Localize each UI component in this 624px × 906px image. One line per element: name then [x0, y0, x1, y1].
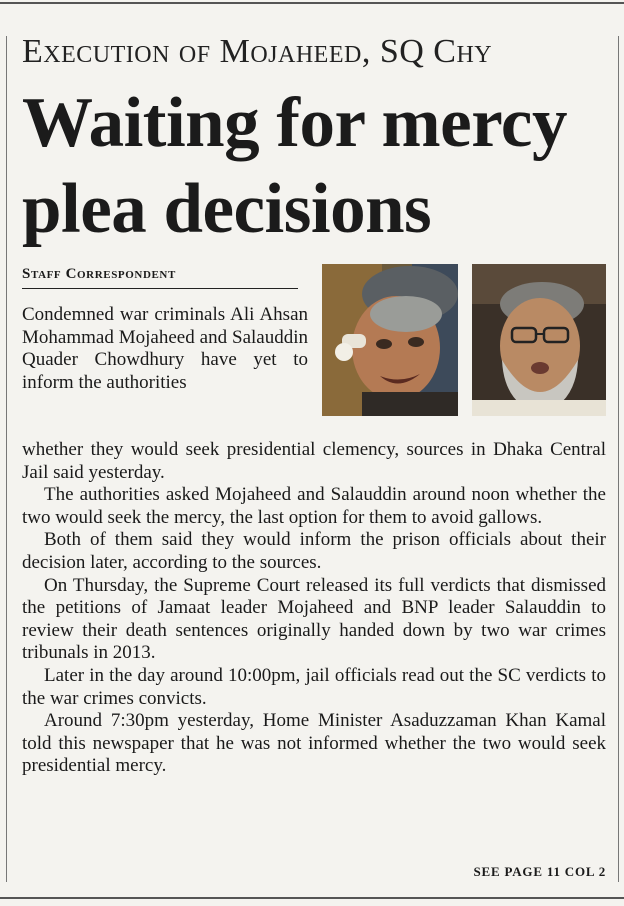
- continuation-jump-line: SEE PAGE 11 COL 2: [473, 864, 606, 879]
- body-paragraph-4: Later in the day around 10:00pm, jail officials read out the SC verdicts to the war crimes convicts.: [22, 664, 606, 709]
- body-paragraph-1: The authorities asked Mojaheed and Salauddin around noon whether the two would seek the mercy, the last option for them to avoid gallows.: [22, 484, 606, 528]
- article-body: [22, 439, 606, 778]
- top-rule: [0, 2, 624, 4]
- bottom-rule: [0, 897, 624, 899]
- body-paragraph-2: Both of them said they would inform the prison officials about their decision later, according to the sources.: [22, 529, 606, 573]
- mojaheed-portrait-photo: [322, 264, 458, 416]
- salauddin-portrait-photo: [472, 264, 606, 416]
- kicker-headline: Execution of Mojaheed, SQ Chy: [22, 33, 493, 70]
- body-paragraph-3: On Thursday, the Supreme Court released its full verdicts that dismissed the petitions of Jamaat leader Mojaheed and BNP leader Salauddin to review their death sentences originally handed down by two war crimes tribunals in 2013.: [22, 574, 606, 664]
- right-column-rule: [618, 36, 619, 882]
- main-headline: Waiting for mercy plea decisions: [22, 84, 567, 248]
- lead-paragraph-continued: whether they would seek presidential clemency, sources in Dhaka Central Jail said yesterday.: [22, 439, 606, 483]
- body-paragraph-5: Around 7:30pm yesterday, Home Minister Asaduzzaman Khan Kamal told this newspaper that he was not informed whether the two would seek presidential mercy.: [22, 710, 606, 777]
- lead-paragraph-narrow: Condemned war criminals Ali Ahsan Mohammad Mojaheed and Salauddin Quader Chowdhury have yet to inform the authorities: [22, 304, 308, 393]
- left-column-rule: [6, 36, 7, 882]
- byline: Staff Correspondent: [22, 264, 298, 289]
